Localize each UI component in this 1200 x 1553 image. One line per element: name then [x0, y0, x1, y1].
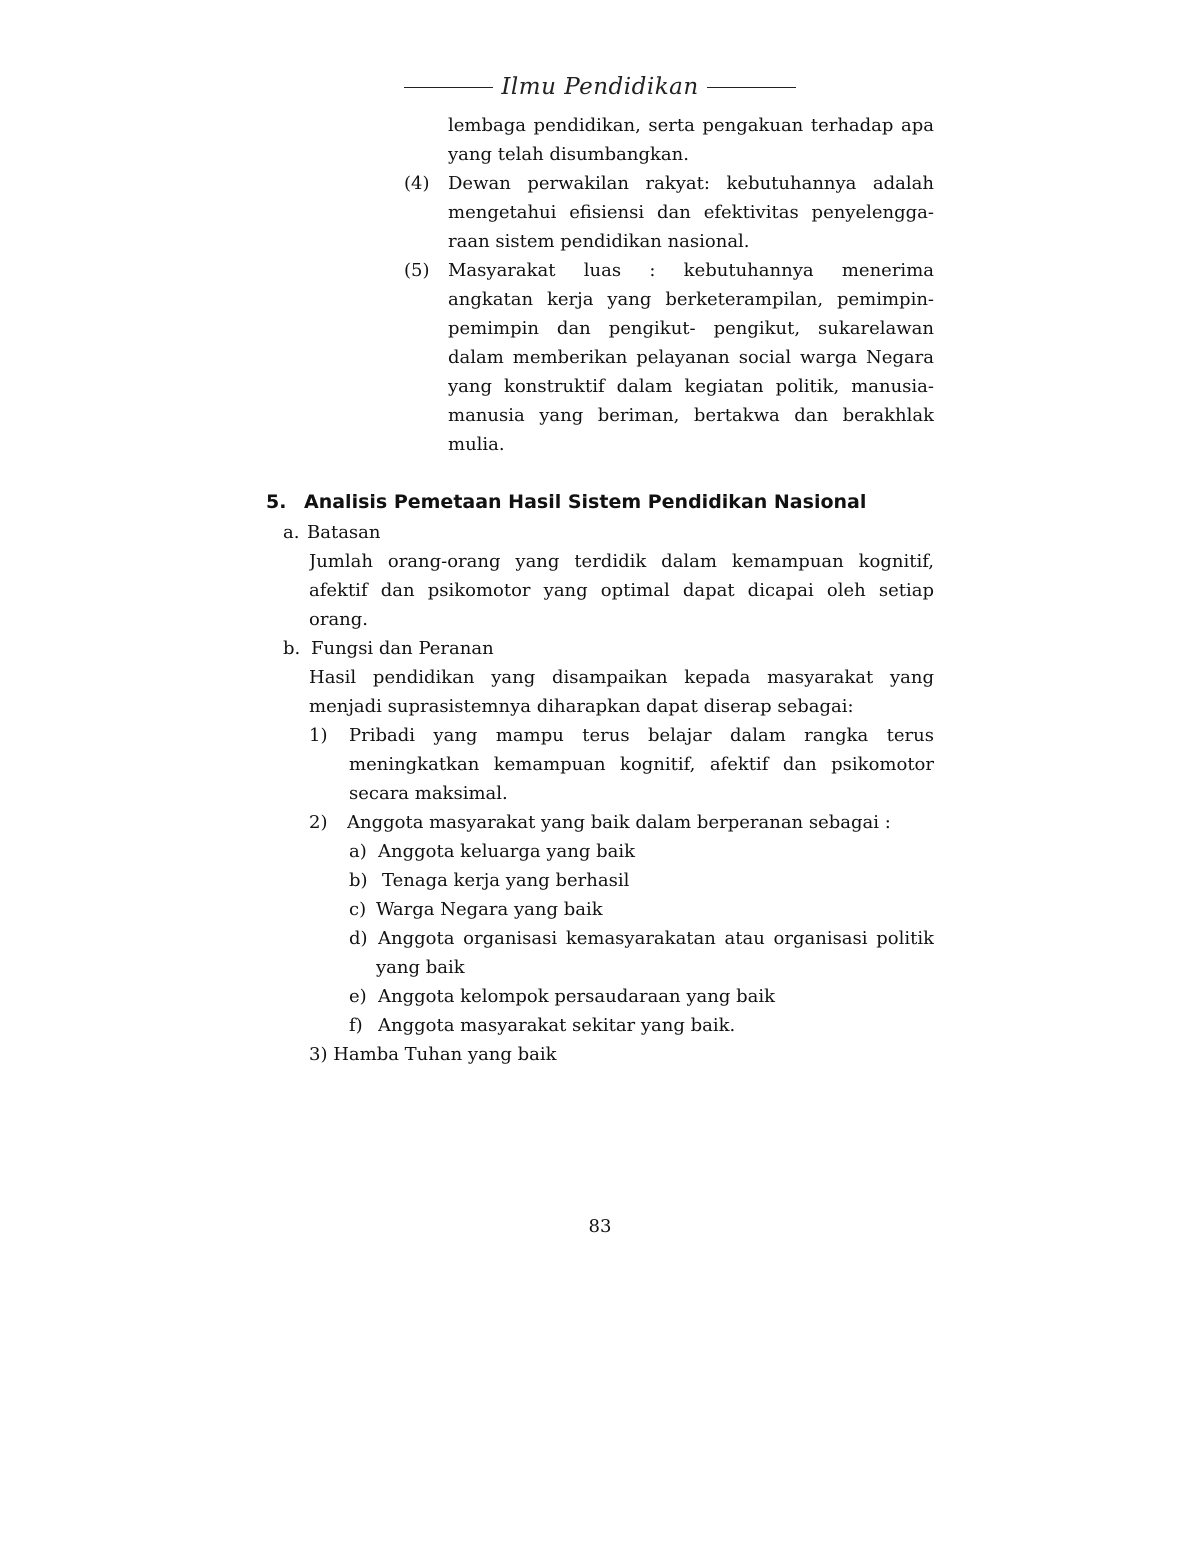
paragraph-line: yang konstruktif dalam kegiatan politik, manusia-	[448, 376, 934, 397]
list-item: Anggota kelompok persaudaraan yang baik	[378, 986, 776, 1007]
subsection-label: b.	[283, 638, 301, 659]
subsection-title: Batasan	[307, 522, 381, 543]
list-item: Anggota keluarga yang baik	[378, 841, 636, 862]
paragraph-line: yang telah disumbangkan.	[448, 144, 689, 165]
page-number: 83	[588, 1216, 612, 1237]
paragraph-line: orang.	[309, 609, 369, 630]
list-label: (5)	[404, 260, 430, 281]
paragraph-line: mengetahui efisiensi dan efektivitas penyelengga-	[448, 202, 934, 223]
subsection-label: a.	[283, 522, 300, 543]
paragraph-line: angkatan kerja yang berketerampilan, pemimpin-	[448, 289, 934, 310]
paragraph-line: Dewan perwakilan rakyat: kebutuhannya adalah	[448, 173, 934, 194]
subsection-title: Fungsi dan Peranan	[311, 638, 494, 659]
section-title: Analisis Pemetaan Hasil Sistem Pendidikan Nasional	[304, 491, 867, 513]
paragraph-line: raan sistem pendidikan nasional.	[448, 231, 750, 252]
paragraph-line: pemimpin dan pengikut- pengikut, sukarelawan	[448, 318, 934, 339]
list-label: 2)	[309, 812, 328, 833]
paragraph-line: meningkatkan kemampuan kognitif, afektif dan psikomotor	[349, 754, 934, 775]
list-item: Anggota masyarakat sekitar yang baik.	[378, 1015, 736, 1036]
list-label: a)	[349, 841, 367, 862]
running-header	[404, 70, 796, 104]
paragraph-line: Hasil pendidikan yang disampaikan kepada masyarakat yang	[309, 667, 934, 688]
list-item: Warga Negara yang baik	[376, 899, 603, 920]
list-item: Tenaga kerja yang berhasil	[382, 870, 630, 891]
list-label: 1)	[309, 725, 328, 746]
list-label: d)	[349, 928, 368, 949]
list-item-continuation: yang baik	[376, 957, 465, 978]
list-item: 3) Hamba Tuhan yang baik	[309, 1044, 557, 1065]
header-rule-right	[707, 87, 796, 88]
paragraph-line: manusia yang beriman, bertakwa dan berakhlak	[448, 405, 934, 426]
paragraph-line: dalam memberikan pelayanan social warga Negara	[448, 347, 934, 368]
list-label: f)	[349, 1015, 363, 1036]
paragraph-line: secara maksimal.	[349, 783, 508, 804]
paragraph-line: afektif dan psikomotor yang optimal dapat dicapai oleh setiap	[309, 580, 934, 601]
header-rule-left	[404, 87, 493, 88]
section-number: 5.	[266, 491, 287, 513]
paragraph-line: Anggota masyarakat yang baik dalam berperanan sebagai :	[347, 812, 891, 833]
list-label: c)	[349, 899, 367, 920]
paragraph-line: Jumlah orang-orang yang terdidik dalam kemampuan kognitif,	[309, 551, 934, 572]
header-title: Ilmu Pendidikan	[501, 74, 699, 100]
paragraph-line: Pribadi yang mampu terus belajar dalam rangka terus	[349, 725, 934, 746]
paragraph-line: mulia.	[448, 434, 505, 455]
list-label: e)	[349, 986, 367, 1007]
list-label: b)	[349, 870, 368, 891]
paragraph-line: menjadi suprasistemnya diharapkan dapat diserap sebagai:	[309, 696, 854, 717]
list-label: (4)	[404, 173, 430, 194]
list-item: Anggota organisasi kemasyarakatan atau organisasi politik	[378, 928, 934, 949]
paragraph-line: lembaga pendidikan, serta pengakuan terhadap apa	[448, 115, 934, 136]
paragraph-line: Masyarakat luas : kebutuhannya menerima	[448, 260, 934, 281]
